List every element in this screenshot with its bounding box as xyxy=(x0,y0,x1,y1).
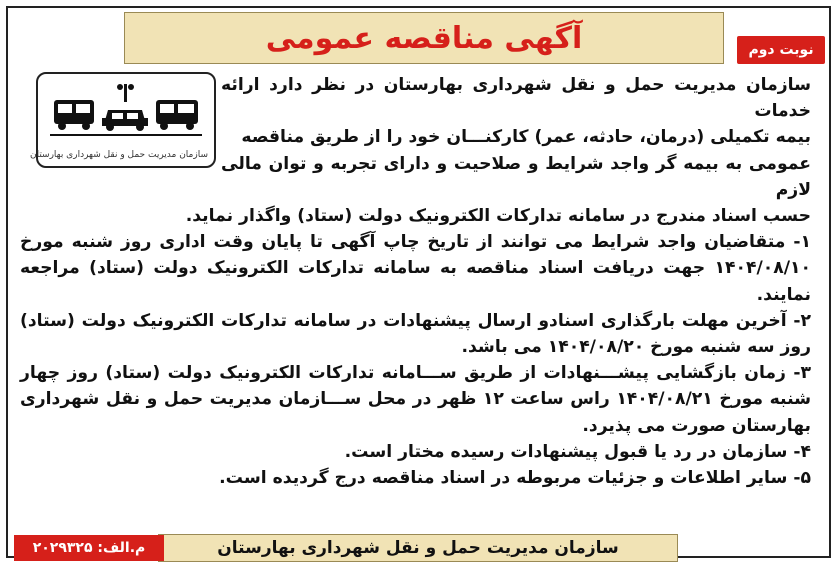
condition-item-5: ۵- سایر اطلاعات و جزئیات مربوطه در اسناد مناقصه درج گردیده است. xyxy=(219,468,811,489)
notice-body xyxy=(20,72,815,491)
logo-caption: سازمان مدیریت حمل و نقل شهرداری بهارستان xyxy=(29,150,208,160)
condition-item-2: ۲- آخرین مهلت بارگذاری اسنادو ارسال پیشنهادات در سامانه تدارکات الکترونیک دولت (ستاد) روز سه شنبه مورخ ۱۴۰۴/۰۸/۲۰ می باشد. xyxy=(20,310,811,358)
title-banner xyxy=(124,12,724,64)
condition-item-3: ۳- زمان بازگشایی پیشـــنهادات از طریق ســـامانه تدارکات الکترونیک دولت (ستاد) روز چهار شنبه مورخ ۱۴۰۴/۰۸/۲۱ راس ساعت ۱۲ ظهر در محل ســـازمان مدیریت حمل و نقل شهرداری بهارستان صورت می پذیرد. xyxy=(20,363,811,436)
edition-badge: نوبت دوم xyxy=(737,36,825,64)
intro-line-3: عمومی به بیمه گر واجد شرایط و صلاحیت و دارای تجربه و توان مالی لازم xyxy=(221,153,811,200)
notice-frame xyxy=(6,6,831,558)
intro-line-1: سازمان مدیریت حمل و نقل شهرداری بهارستان در نظر دارد ارائه خدمات xyxy=(221,75,811,122)
intro-line-2: بیمه تکمیلی (درمان، حادثه، عمر) کارکنـــان خود را از طریق مناقصه xyxy=(241,127,811,148)
reference-number-badge: م.الف: ۲۰۲۹۳۲۵ xyxy=(14,535,164,561)
condition-item-1: ۱- متقاضیان واجد شرایط می توانند از تاریخ چاپ آگهی تا پایان وقت اداری روز شنبه مورخ ۱۴۰۴/۰۸/۱۰ جهت دریافت اسناد مناقصه به سامانه تدارکات الکترونیک دولت (ستاد) مراجعه نمایند. xyxy=(20,232,811,305)
intro-line-4: حسب اسناد مندرج در سامانه تدارکات الکترونیک دولت (ستاد) واگذار نماید. xyxy=(185,206,811,227)
condition-item-4: ۴- سازمان در رد یا قبول پیشنهادات رسیده مختار است. xyxy=(344,441,811,462)
footer-organization: سازمان مدیریت حمل و نقل شهرداری بهارستان xyxy=(158,534,678,562)
intro-paragraph xyxy=(20,72,815,229)
notice-title: آگهی مناقصه عمومی xyxy=(265,20,583,56)
